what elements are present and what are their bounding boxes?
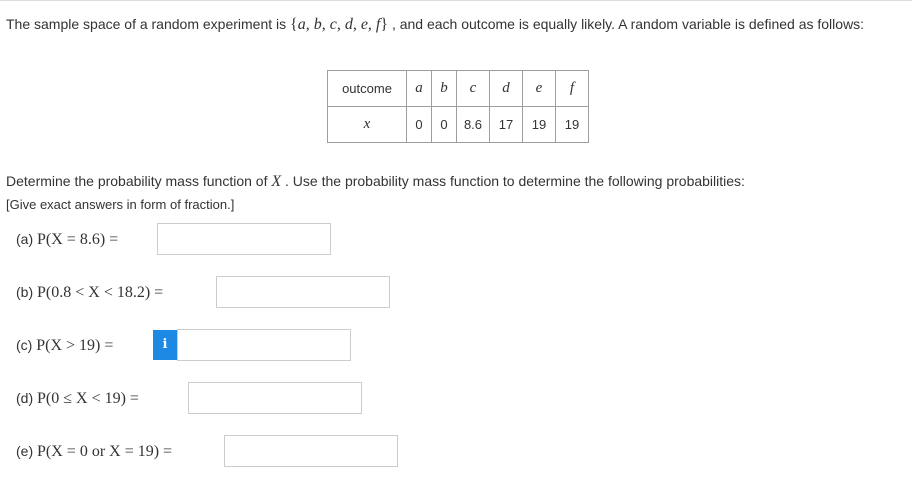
question-expression: P(X = 8.6) =: [37, 231, 119, 248]
value-cell: 8.6: [457, 107, 490, 143]
sample-space-set: a, b, c, d, e, f: [297, 16, 381, 33]
question-b: [16, 275, 163, 309]
value-cell: 17: [490, 107, 523, 143]
instructions-prefix: Determine the probability mass function of: [6, 173, 272, 189]
outcome-cell: e: [523, 71, 556, 107]
instructions: [6, 170, 906, 216]
value-header: x: [328, 107, 407, 143]
instructions-suffix: . Use the probability mass function to determine the following probabilities:: [281, 173, 745, 189]
question-expression: P(X = 0 or X = 19) =: [37, 443, 173, 460]
answer-input-a[interactable]: [157, 223, 331, 255]
question-label: (d): [16, 390, 34, 406]
answer-input-d[interactable]: [188, 382, 362, 414]
outcome-cell: c: [457, 71, 490, 107]
question-c: [16, 328, 113, 362]
set-close-brace: }: [380, 16, 389, 33]
set-open-brace: {: [290, 16, 298, 33]
outcome-row: [328, 71, 589, 107]
question-label: (b): [16, 284, 34, 300]
value-cell: 19: [556, 107, 589, 143]
question-expression: P(X > 19) =: [36, 337, 114, 354]
value-cell: 19: [523, 107, 556, 143]
random-variable: X: [271, 173, 282, 190]
instructions-note: [Give exact answers in form of fraction.]: [6, 197, 235, 212]
outcome-cell: a: [407, 71, 432, 107]
info-icon[interactable]: i: [153, 330, 177, 360]
question-label: (a): [16, 231, 34, 247]
top-divider: [0, 0, 912, 1]
question-expression: P(0 ≤ X < 19) =: [37, 390, 139, 407]
question-expression: P(0.8 < X < 18.2) =: [37, 284, 164, 301]
value-cell: 0: [432, 107, 457, 143]
outcome-header: outcome: [328, 71, 407, 107]
question-label: (c): [16, 337, 33, 353]
question-d: [16, 381, 139, 415]
outcome-cell: d: [490, 71, 523, 107]
value-cell: 0: [407, 107, 432, 143]
answer-input-e[interactable]: [224, 435, 398, 467]
problem-statement: [6, 13, 906, 36]
intro-prefix: The sample space of a random experiment is: [6, 16, 291, 32]
answer-input-b[interactable]: [216, 276, 390, 308]
question-label: (e): [16, 443, 34, 459]
outcome-cell: b: [432, 71, 457, 107]
random-variable-table: [327, 70, 589, 143]
value-row: [328, 107, 589, 143]
question-e: [16, 434, 172, 468]
answer-input-c[interactable]: [177, 329, 351, 361]
intro-suffix: , and each outcome is equally likely. A random variable is defined as follows:: [388, 16, 865, 32]
outcome-cell: f: [556, 71, 589, 107]
question-a: [16, 222, 118, 256]
